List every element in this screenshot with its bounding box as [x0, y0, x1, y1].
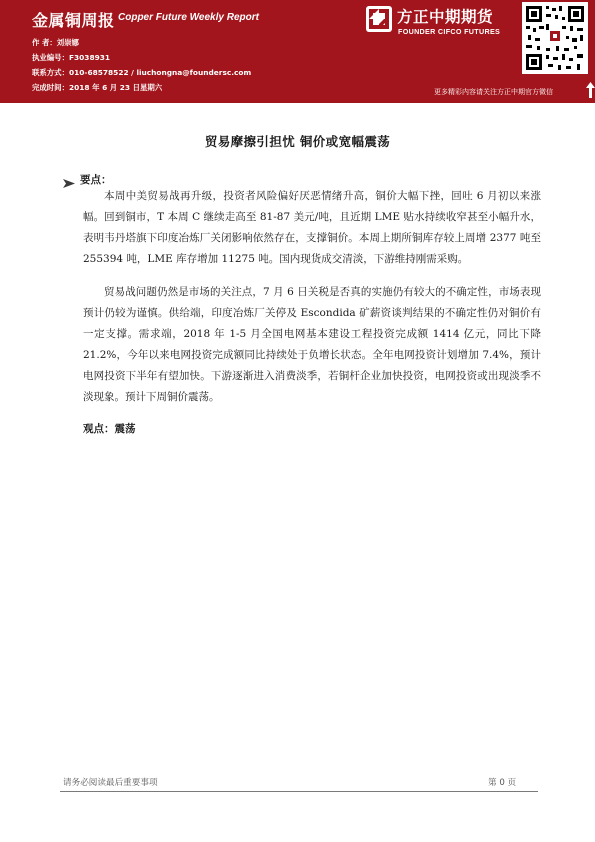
license-label: 执业编号： [32, 53, 69, 62]
author-name: 刘崇娜 [56, 38, 79, 47]
key-points-label: 要点： [80, 174, 112, 186]
author-row [32, 37, 79, 48]
footer-divider [60, 791, 538, 792]
view-row [83, 421, 136, 436]
summary-paragraph-2: 贸易战问题仍然是市场的关注点，7 月 6 日关税是否真的实施仍有较大的不确定性，市场表现预计仍较为谨慎。供给端，印度冶炼厂关停及 Escondida 矿薪资谈判结果的不确定性仍对铜价有一定支撑。需求端，2018 年 1-5 月全国电网基本建设工程投资完成额 1414 亿元，同比下降 21.2%，今年以来电网投资完成额同比持续处于负增长状态。全年电网投资计划增加 7.4%，预计电网投资下半年有望加快。下游逐渐进入消费淡季，若铜杆企业加快投资，电网投资或出现淡季不淡现象。预计下周铜价震荡。 [83, 286, 541, 403]
view-label: 观点： [83, 423, 115, 435]
author-label: 作 者： [32, 38, 57, 47]
founder-logo-icon [366, 6, 392, 32]
completion-date: 2018 年 6 月 23 日星期六 [68, 83, 163, 92]
page-number: 第 0 页 [488, 778, 517, 788]
date-label: 完成时间： [32, 83, 69, 92]
view-value: 震荡 [114, 423, 136, 435]
date-row [32, 82, 162, 93]
report-category-title: 金属铜周报 [32, 11, 115, 30]
report-title: 贸易摩擦引担忧 铜价或宽幅震荡 [204, 134, 391, 149]
contact-row [32, 67, 251, 78]
wechat-qr-code [522, 2, 588, 74]
bullet-arrow-icon [62, 174, 76, 193]
license-number: F3038931 [68, 53, 111, 62]
footer-disclaimer: 请务必阅读最后重要事项 [63, 778, 158, 788]
follow-wechat-text: 更多精彩内容请关注方正中期官方微信 [434, 88, 553, 96]
brand-name-en: FOUNDER CIFCO FUTURES [398, 27, 501, 36]
contact-label: 联系方式： [32, 68, 69, 77]
license-row [32, 52, 110, 63]
contact-info: 010-68578522 / liuchongna@foundersc.com [68, 68, 252, 77]
up-arrow-icon [586, 82, 595, 98]
report-category-subtitle: Copper Future Weekly Report [118, 12, 259, 23]
summary-paragraph-1: 本周中美贸易战再升级，投资者风险偏好厌恶情绪升高，铜价大幅下挫，回吐 6 月初以来涨幅。回到铜市，T 本周 C 继续走高至 81-87 美元/吨，且近期 LME 贴水持续收窄甚至小幅升水，表明韦丹塔旗下印度冶炼厂关闭影响依然存在，支撑铜价。本周上期所铜库存较上周增 2377 吨至 255394 吨，LME 库存增加 11275 吨。国内现货成交清淡，下游维持刚需采购。 [83, 190, 541, 265]
brand-name-cn: 方正中期期货 [397, 8, 494, 26]
report-header [0, 0, 595, 103]
